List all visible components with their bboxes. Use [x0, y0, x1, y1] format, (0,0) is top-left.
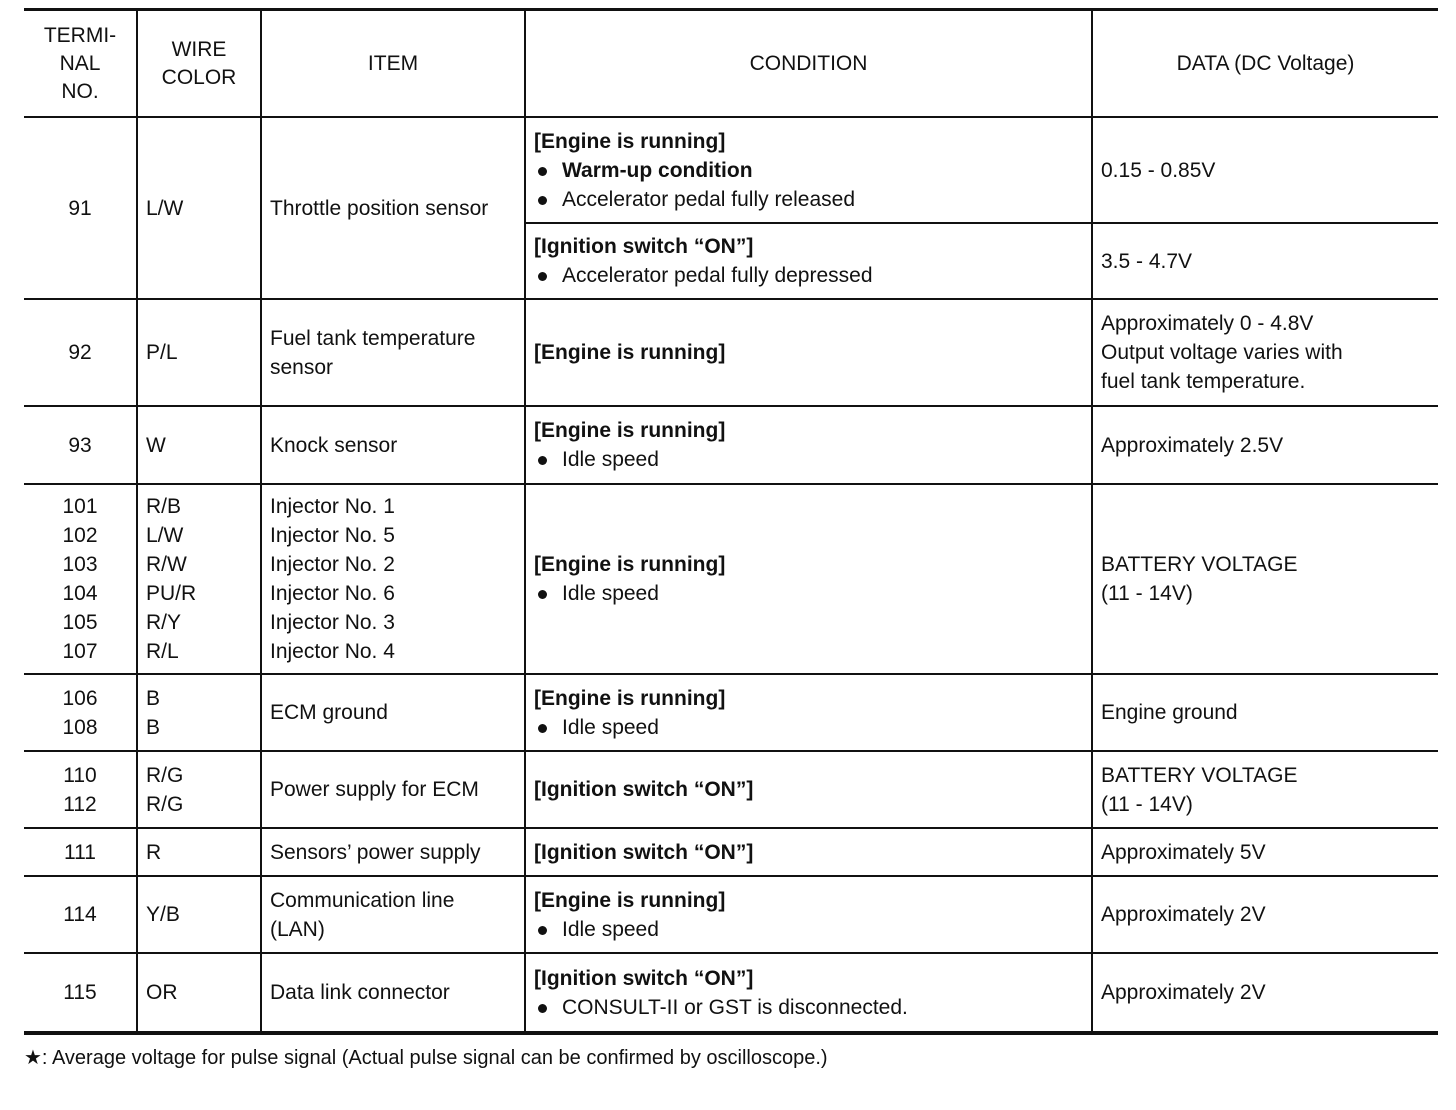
footnote: ★: Average voltage for pulse signal (Actual pulse signal can be confirmed by oscilloscope.) — [24, 1047, 828, 1069]
item-name: Injector No. 2 — [270, 553, 395, 576]
terminal-cell — [24, 299, 137, 406]
item-name: Data link connector — [270, 981, 450, 1004]
ecm-terminal-table-sheet — [24, 8, 1438, 1035]
item-cell — [261, 484, 525, 674]
item-cell — [261, 299, 525, 406]
condition-bullet: Idle speed — [534, 579, 1083, 608]
item-cell — [261, 953, 525, 1033]
table-row — [24, 406, 1438, 484]
header-item: ITEM — [261, 10, 525, 118]
condition-heading: [Engine is running] — [534, 553, 726, 576]
table-row — [24, 299, 1438, 406]
item-name: Sensors’ power supply — [270, 840, 481, 864]
item-name: Injector No. 5 — [270, 524, 395, 547]
wire-color: OR — [146, 981, 178, 1004]
wire-color: W — [146, 433, 166, 457]
data-cell — [1092, 751, 1438, 828]
header-wire-line: WIRE — [171, 37, 227, 61]
wire-cell — [137, 299, 261, 406]
item-name: Injector No. 3 — [270, 611, 395, 634]
data-value: (11 - 14V) — [1101, 792, 1193, 816]
terminal-cell — [24, 674, 137, 751]
condition-bullet: CONSULT-II or GST is disconnected. — [534, 993, 1083, 1022]
data-cell — [1092, 876, 1438, 953]
data-value: Approximately 0 - 4.8V — [1101, 312, 1314, 335]
data-cell — [1092, 117, 1438, 223]
condition-cell — [525, 674, 1092, 751]
terminal-number: 92 — [68, 341, 92, 364]
data-value: Approximately 2.5V — [1101, 433, 1284, 457]
wire-color: B — [146, 715, 161, 739]
item-name: Fuel tank temperature — [270, 326, 476, 350]
terminal-number: 103 — [62, 553, 98, 576]
item-name: Throttle position sensor — [270, 196, 489, 220]
data-value: BATTERY VOLTAGE — [1101, 763, 1298, 787]
item-name: Power supply for ECM — [270, 778, 479, 801]
data-value: Approximately 5V — [1101, 840, 1266, 864]
condition-cell — [525, 751, 1092, 828]
condition-bullet: Idle speed — [534, 445, 1083, 474]
terminal-number: 102 — [62, 524, 98, 547]
terminal-cell — [24, 406, 137, 484]
data-cell — [1092, 406, 1438, 484]
wire-cell — [137, 828, 261, 876]
terminal-cell — [24, 828, 137, 876]
wire-cell — [137, 117, 261, 299]
wire-color: PU/R — [146, 582, 197, 605]
condition-cell — [525, 117, 1092, 223]
item-name: (LAN) — [270, 917, 325, 941]
header-wire-line: COLOR — [161, 65, 237, 89]
data-cell — [1092, 674, 1438, 751]
condition-heading: [Ignition switch “ON”] — [534, 235, 754, 258]
data-cell — [1092, 953, 1438, 1033]
table-row — [24, 953, 1438, 1033]
data-value: 0.15 - 0.85V — [1101, 158, 1216, 182]
terminal-number: 101 — [62, 495, 98, 518]
condition-heading: [Engine is running] — [534, 888, 726, 912]
table-row — [24, 484, 1438, 674]
terminal-number: 104 — [62, 582, 98, 605]
header-condition: CONDITION — [525, 10, 1092, 118]
terminal-number: 105 — [62, 611, 98, 634]
table-row — [24, 117, 1438, 223]
condition-cell — [525, 484, 1092, 674]
condition-bullet: Accelerator pedal fully released — [534, 185, 1083, 214]
terminal-cell — [24, 751, 137, 828]
wire-cell — [137, 484, 261, 674]
wire-color: P/L — [146, 341, 178, 364]
terminal-cell — [24, 876, 137, 953]
condition-heading: [Engine is running] — [534, 686, 726, 710]
terminal-number: 108 — [62, 715, 98, 739]
condition-cell — [525, 299, 1092, 406]
terminal-number: 106 — [62, 686, 98, 710]
wire-color: L/W — [146, 196, 184, 220]
data-cell — [1092, 828, 1438, 876]
condition-heading: [Engine is running] — [534, 341, 726, 364]
item-cell — [261, 751, 525, 828]
condition-bullet: Accelerator pedal fully depressed — [534, 261, 1083, 290]
wire-cell — [137, 674, 261, 751]
terminal-number: 107 — [62, 640, 98, 663]
condition-heading: [Ignition switch “ON”] — [534, 840, 754, 864]
terminal-number: 111 — [64, 840, 96, 864]
data-cell — [1092, 223, 1438, 299]
wire-color: R/W — [146, 553, 187, 576]
condition-heading: [Engine is running] — [534, 129, 726, 153]
header-terminal-line: TERMI- — [43, 23, 117, 47]
condition-cell — [525, 953, 1092, 1033]
condition-heading: [Engine is running] — [534, 419, 726, 442]
item-cell — [261, 828, 525, 876]
wire-color: R/Y — [146, 611, 182, 634]
terminal-number: 93 — [68, 433, 92, 457]
item-name: Knock sensor — [270, 433, 398, 457]
data-value: fuel tank temperature. — [1101, 370, 1306, 393]
condition-bullet: Warm-up condition — [534, 156, 1083, 185]
wire-color: R/G — [146, 763, 184, 787]
item-name: Injector No. 4 — [270, 640, 395, 663]
terminal-number: 115 — [63, 981, 97, 1004]
terminal-number: 91 — [68, 196, 92, 220]
data-cell — [1092, 484, 1438, 674]
data-cell — [1092, 299, 1438, 406]
table-row — [24, 828, 1438, 876]
wire-cell — [137, 876, 261, 953]
terminal-number: 110 — [63, 763, 97, 787]
terminal-number: 114 — [63, 903, 97, 926]
wire-color: L/W — [146, 524, 184, 547]
table-row — [24, 751, 1438, 828]
data-value: BATTERY VOLTAGE — [1101, 553, 1298, 576]
header-terminal-no — [24, 10, 137, 118]
condition-heading: [Ignition switch “ON”] — [534, 966, 754, 990]
item-name: Communication line — [270, 888, 455, 912]
wire-color: R — [146, 840, 162, 864]
wire-color: R/L — [146, 640, 179, 663]
header-row — [24, 10, 1438, 118]
header-terminal-line: NAL — [59, 51, 101, 75]
header-data: DATA (DC Voltage) — [1092, 10, 1438, 118]
terminal-cell — [24, 953, 137, 1033]
item-name: Injector No. 1 — [270, 495, 395, 518]
condition-bullet: Idle speed — [534, 915, 1083, 944]
wire-cell — [137, 406, 261, 484]
table-row — [24, 876, 1438, 953]
wire-cell — [137, 751, 261, 828]
data-value: Engine ground — [1101, 701, 1238, 724]
item-name: sensor — [270, 355, 334, 379]
terminal-number: 112 — [63, 792, 97, 816]
data-value: Approximately 2V — [1101, 903, 1266, 926]
wire-color: R/B — [146, 495, 182, 518]
item-cell — [261, 406, 525, 484]
wire-cell — [137, 953, 261, 1033]
data-value: Approximately 2V — [1101, 981, 1266, 1004]
data-value: (11 - 14V) — [1101, 582, 1193, 605]
condition-cell — [525, 828, 1092, 876]
ecm-terminal-table — [24, 8, 1438, 1035]
condition-cell — [525, 406, 1092, 484]
header-terminal-line: NO. — [61, 79, 99, 103]
item-cell — [261, 876, 525, 953]
condition-heading: [Ignition switch “ON”] — [534, 778, 754, 801]
item-name: Injector No. 6 — [270, 582, 395, 605]
item-name: ECM ground — [270, 701, 388, 724]
wire-color: B — [146, 686, 161, 710]
header-wire-color — [137, 10, 261, 118]
terminal-cell — [24, 117, 137, 299]
wire-color: R/G — [146, 792, 184, 816]
wire-color: Y/B — [146, 903, 180, 926]
condition-cell — [525, 223, 1092, 299]
data-value: Output voltage varies with — [1101, 341, 1343, 364]
table-row — [24, 674, 1438, 751]
item-cell — [261, 674, 525, 751]
item-cell — [261, 117, 525, 299]
data-value: 3.5 - 4.7V — [1101, 249, 1193, 273]
condition-cell — [525, 876, 1092, 953]
condition-bullet: Idle speed — [534, 713, 1083, 742]
terminal-cell — [24, 484, 137, 674]
